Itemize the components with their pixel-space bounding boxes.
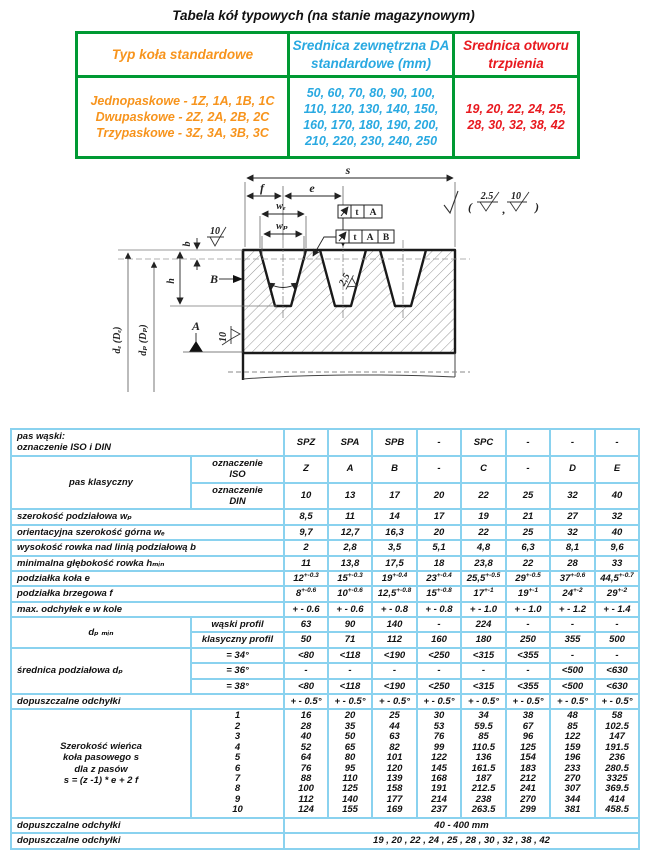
cell: -: [506, 456, 550, 483]
cell: 71: [328, 632, 372, 647]
row-label: pas wąski: oznaczenie ISO i DIN: [11, 429, 284, 456]
cell: + - 0.5°: [417, 694, 461, 709]
cell: 25: [506, 525, 550, 540]
cell: <250: [417, 679, 461, 694]
cell: 40: [595, 483, 639, 510]
cell: $12,5^{+-0.8}$: [372, 586, 417, 601]
table-row: [11, 556, 639, 571]
table-row: [11, 818, 639, 833]
table-row: [11, 602, 639, 617]
cell: $19^{+-0.4}$: [372, 571, 417, 586]
svg-text:B: B: [382, 233, 390, 243]
row-label: minimalna głębokość rowka hₘᵢₙ: [11, 556, 284, 571]
cell: 224: [461, 617, 506, 632]
cell: 38 67 96 125 154 183 212 241 270 299: [506, 709, 550, 817]
cell: oznaczenie ISO: [191, 456, 284, 483]
cell: pas klasyczny: [11, 456, 191, 510]
cell: 32: [550, 525, 595, 540]
we-dim-label: wₑ: [276, 201, 286, 212]
cell: 5,1: [417, 540, 461, 555]
cell: 13,8: [328, 556, 372, 571]
tolerance-frame-tAB: [313, 230, 394, 256]
cell: 16 28 40 52 64 76 88 100 112 124: [284, 709, 328, 817]
cell: 16,3: [372, 525, 417, 540]
datum-b-flag: [209, 272, 243, 286]
datum-a-flag: [183, 319, 243, 352]
spec-table-body: [11, 429, 639, 849]
cell: <190: [372, 648, 417, 663]
svg-text:t: t: [353, 233, 357, 243]
cell: SPC: [461, 429, 506, 456]
cell: 25 44 63 82 101 120 139 158 177 169: [372, 709, 417, 817]
cell: 90: [328, 617, 372, 632]
cell: -: [550, 648, 595, 663]
cell: 30 53 76 99 122 145 168 191 214 237: [417, 709, 461, 817]
svg-text:10: 10: [210, 226, 220, 237]
cell: -: [417, 456, 461, 483]
cell: 3,5: [372, 540, 417, 555]
belt-groove-spec-table: [10, 428, 640, 850]
cell: 20: [417, 483, 461, 510]
cell: D: [550, 456, 595, 483]
cell: Z: [284, 456, 328, 483]
svg-text:A: A: [369, 208, 377, 218]
svg-text:A: A: [366, 233, 374, 243]
cell: wąski profil: [191, 617, 284, 632]
cell: 20: [417, 525, 461, 540]
cell: SPA: [328, 429, 372, 456]
cell: -: [595, 617, 639, 632]
cell: <80: [284, 648, 328, 663]
roughness-2-5-note-icon: [477, 191, 499, 211]
cell: B: [372, 456, 417, 483]
roughness-10-note-icon: [507, 191, 529, 211]
cell: 48 85 122 159 196 233 270 307 344 381: [550, 709, 595, 817]
cell: 6,3: [506, 540, 550, 555]
cell: 58 102.5 147 191.5 236 280.5 3325 369.5 414 458.5: [595, 709, 639, 817]
cell: -: [506, 429, 550, 456]
cell: <355: [506, 679, 550, 694]
cell: 12,7: [328, 525, 372, 540]
surface-finish-note: [444, 191, 539, 216]
cell: 18: [417, 556, 461, 571]
svg-text:10: 10: [511, 191, 521, 202]
cell: 19 , 20 , 22 , 24 , 25 , 28 , 30 , 32 , 38 , 42: [284, 833, 639, 848]
h-dim-label: h: [166, 278, 177, 284]
cell: 25: [506, 483, 550, 510]
cell: 21: [506, 509, 550, 524]
cell: 9,7: [284, 525, 328, 540]
cell: + - 0.5°: [595, 694, 639, 709]
cell: <190: [372, 679, 417, 694]
col-header-outer-diameter: Srednica zewnętrzna DA standardowe (mm): [289, 33, 454, 77]
row-label: podziałka brzegowa f: [11, 586, 284, 601]
cell: <500: [550, 663, 595, 678]
cell: $15^{+-0.3}$: [328, 571, 372, 586]
pulley-groove-drawing: [0, 155, 647, 423]
page-title: Tabela kół typowych (na stanie magazynowym): [172, 8, 475, 23]
col-header-wheel-type: Typ koła standardowe: [77, 33, 289, 77]
cell: $17^{+-1}$: [461, 586, 506, 601]
cell: $10^{+-0.6}$: [328, 586, 372, 601]
bore-diameter-values: 19, 20, 22, 24, 25, 28, 30, 32, 38, 42: [454, 77, 579, 158]
cell: 1 2 3 4 5 6 7 8 9 10: [191, 709, 284, 817]
svg-text:2,5: 2,5: [337, 271, 353, 288]
paren-close: ): [535, 200, 539, 214]
cell: + - 0.5°: [461, 694, 506, 709]
table-row: [11, 833, 639, 848]
cell: 11: [328, 509, 372, 524]
wp-dim-label: wₚ: [276, 221, 288, 232]
table-row: [11, 509, 639, 524]
cell: $29^{+-2}$: [595, 586, 639, 601]
cell: klasyczny profil: [191, 632, 284, 647]
row-label: wysokość rowka nad linią podziałową b: [11, 540, 284, 555]
cell: 40 - 400 mm: [284, 818, 639, 833]
cell: $12^{+-0.3}$: [284, 571, 328, 586]
cell: + - 1.0: [506, 602, 550, 617]
datum-triangle-icon: [233, 275, 243, 283]
table-row: [11, 617, 639, 632]
cell: + - 0.5°: [328, 694, 372, 709]
cell: <500: [550, 679, 595, 694]
de-dim-label: dₑ (Dₑ): [112, 326, 123, 354]
cell: 140: [372, 617, 417, 632]
row-label: dopuszczalne odchyłki: [11, 694, 284, 709]
cell: -: [506, 617, 550, 632]
f-dim-label: f: [260, 181, 264, 195]
pulley-body-section: [243, 250, 455, 353]
cell: -: [461, 663, 506, 678]
cell: 9,6: [595, 540, 639, 555]
cell: <315: [461, 679, 506, 694]
col-header-bore-diameter: Srednica otworu trzpienia: [454, 33, 579, 77]
table-row: [11, 709, 639, 817]
cell: -: [328, 663, 372, 678]
cell: -: [372, 663, 417, 678]
cell: + - 1.4: [595, 602, 639, 617]
row-label: średnica podziałowa dₚ: [11, 648, 191, 694]
cell: -: [417, 663, 461, 678]
cell: 8,5: [284, 509, 328, 524]
cell: 20 35 50 65 80 95 110 125 140 155: [328, 709, 372, 817]
row-label: szerokość podziałowa wₚ: [11, 509, 284, 524]
cell: SPB: [372, 429, 417, 456]
cell: 10: [284, 483, 328, 510]
cell: $15^{+-0.8}$: [417, 586, 461, 601]
cell: E: [595, 456, 639, 483]
cell: 40: [595, 525, 639, 540]
cell: 50: [284, 632, 328, 647]
cell: 28: [550, 556, 595, 571]
cell: = 34°: [191, 648, 284, 663]
e-dim-label: e: [309, 181, 315, 195]
cell: 112: [372, 632, 417, 647]
cell: 11: [284, 556, 328, 571]
cell: 63: [284, 617, 328, 632]
datum-b-label: B: [209, 272, 219, 286]
cell: 17: [372, 483, 417, 510]
cell: = 38°: [191, 679, 284, 694]
table-row: [11, 586, 639, 601]
cell: 2,8: [328, 540, 372, 555]
cell: dₚ ₘᵢₙ: [11, 617, 191, 648]
cell: -: [595, 429, 639, 456]
cell: $29^{+-0.5}$: [506, 571, 550, 586]
outer-diameter-values: 50, 60, 70, 80, 90, 100, 110, 120, 130, 140, 150, 160, 170, 180, 190, 200, 210, 220, 230, 240, 250: [289, 77, 454, 158]
table-row: [11, 429, 639, 456]
cell: 160: [417, 632, 461, 647]
cell: C: [461, 456, 506, 483]
cell: + - 0.8: [417, 602, 461, 617]
typical-wheels-table: [75, 31, 580, 159]
rim-bottom-edge: [243, 375, 455, 379]
cell: 4,8: [461, 540, 506, 555]
wheel-type-values: Jednopaskowe - 1Z, 1A, 1B, 1C Dwupaskowe - 2Z, 2A, 2B, 2C Trzypaskowe - 3Z, 3A, 3B, 3C: [77, 77, 289, 158]
cell: <315: [461, 648, 506, 663]
cell: $25,5^{+-0.5}$: [461, 571, 506, 586]
dp-dim-label: dₚ (Dₚ): [138, 324, 149, 356]
s-dim-label: s: [345, 163, 351, 177]
cell: 17: [417, 509, 461, 524]
cell: 8,1: [550, 540, 595, 555]
cell: 22: [461, 483, 506, 510]
cell: <630: [595, 679, 639, 694]
cell: <80: [284, 679, 328, 694]
cell: $24^{+-2}$: [550, 586, 595, 601]
paren-open: (: [468, 200, 472, 214]
cell: + - 0.6: [328, 602, 372, 617]
cell: 22: [506, 556, 550, 571]
svg-text:10: 10: [218, 332, 229, 342]
table-row: [11, 648, 639, 663]
cell: -: [417, 617, 461, 632]
cell: 355: [550, 632, 595, 647]
cell: <118: [328, 648, 372, 663]
row-label: max. odchyłek e w kole: [11, 602, 284, 617]
cell: 250: [506, 632, 550, 647]
note-comma: ,: [502, 202, 506, 216]
table-row: [11, 525, 639, 540]
cell: + - 0.5°: [372, 694, 417, 709]
cell: -: [506, 663, 550, 678]
datum-a-label: A: [191, 319, 201, 333]
cell: 23,8: [461, 556, 506, 571]
cell: SPZ: [284, 429, 328, 456]
cell: -: [550, 617, 595, 632]
cell: = 36°: [191, 663, 284, 678]
b-dim-label: b: [182, 241, 193, 247]
cell: <630: [595, 663, 639, 678]
cell: <355: [506, 648, 550, 663]
cell: + - 0.6: [284, 602, 328, 617]
cell: 17,5: [372, 556, 417, 571]
datum-triangle-icon: [189, 341, 203, 352]
cell: <118: [328, 679, 372, 694]
row-label: podziałka koła e: [11, 571, 284, 586]
table-row: [11, 571, 639, 586]
cell: 32: [550, 483, 595, 510]
check-symbol-icon: [444, 191, 458, 213]
roughness-10-top-icon: [207, 226, 226, 246]
cell: 14: [372, 509, 417, 524]
cell: + - 0.5°: [284, 694, 328, 709]
row-label: orientacyjna szerokość górna wₑ: [11, 525, 284, 540]
cell: -: [595, 648, 639, 663]
cell: + - 0.5°: [506, 694, 550, 709]
row-label: dopuszczalne odchyłki: [11, 818, 284, 833]
cell: oznaczenie DIN: [191, 483, 284, 510]
svg-text:t: t: [355, 208, 359, 218]
cell: 500: [595, 632, 639, 647]
cell: 19: [461, 509, 506, 524]
cell: $37^{+-0.6}$: [550, 571, 595, 586]
cell: $23^{+-0.4}$: [417, 571, 461, 586]
cell: $8^{+-0.6}$: [284, 586, 328, 601]
roughness-10-left-icon: [218, 326, 240, 345]
cell: $19^{+-1}$: [506, 586, 550, 601]
table-row: [11, 456, 639, 483]
svg-text:2.5: 2.5: [480, 191, 494, 202]
cell: 22: [461, 525, 506, 540]
cell: -: [284, 663, 328, 678]
cell: Szerokość wieńca koła pasowego s dla z pasów s = (z -1) * e + 2 f: [11, 709, 191, 817]
cell: $44,5^{+-0.7}$: [595, 571, 639, 586]
cell: -: [550, 429, 595, 456]
cell: 32: [595, 509, 639, 524]
row-label: dopuszczalne odchyłki: [11, 833, 284, 848]
cell: + - 1.2: [550, 602, 595, 617]
cell: 180: [461, 632, 506, 647]
cell: 13: [328, 483, 372, 510]
cell: + - 0.8: [372, 602, 417, 617]
cell: 27: [550, 509, 595, 524]
table-row: [11, 540, 639, 555]
cell: <250: [417, 648, 461, 663]
cell: + - 1.0: [461, 602, 506, 617]
cell: + - 0.5°: [550, 694, 595, 709]
cell: 34 59.5 85 110.5 136 161.5 187 212.5 238 263.5: [461, 709, 506, 817]
cell: 33: [595, 556, 639, 571]
cell: A: [328, 456, 372, 483]
cell: 2: [284, 540, 328, 555]
table-row: [11, 694, 639, 709]
cell: -: [417, 429, 461, 456]
